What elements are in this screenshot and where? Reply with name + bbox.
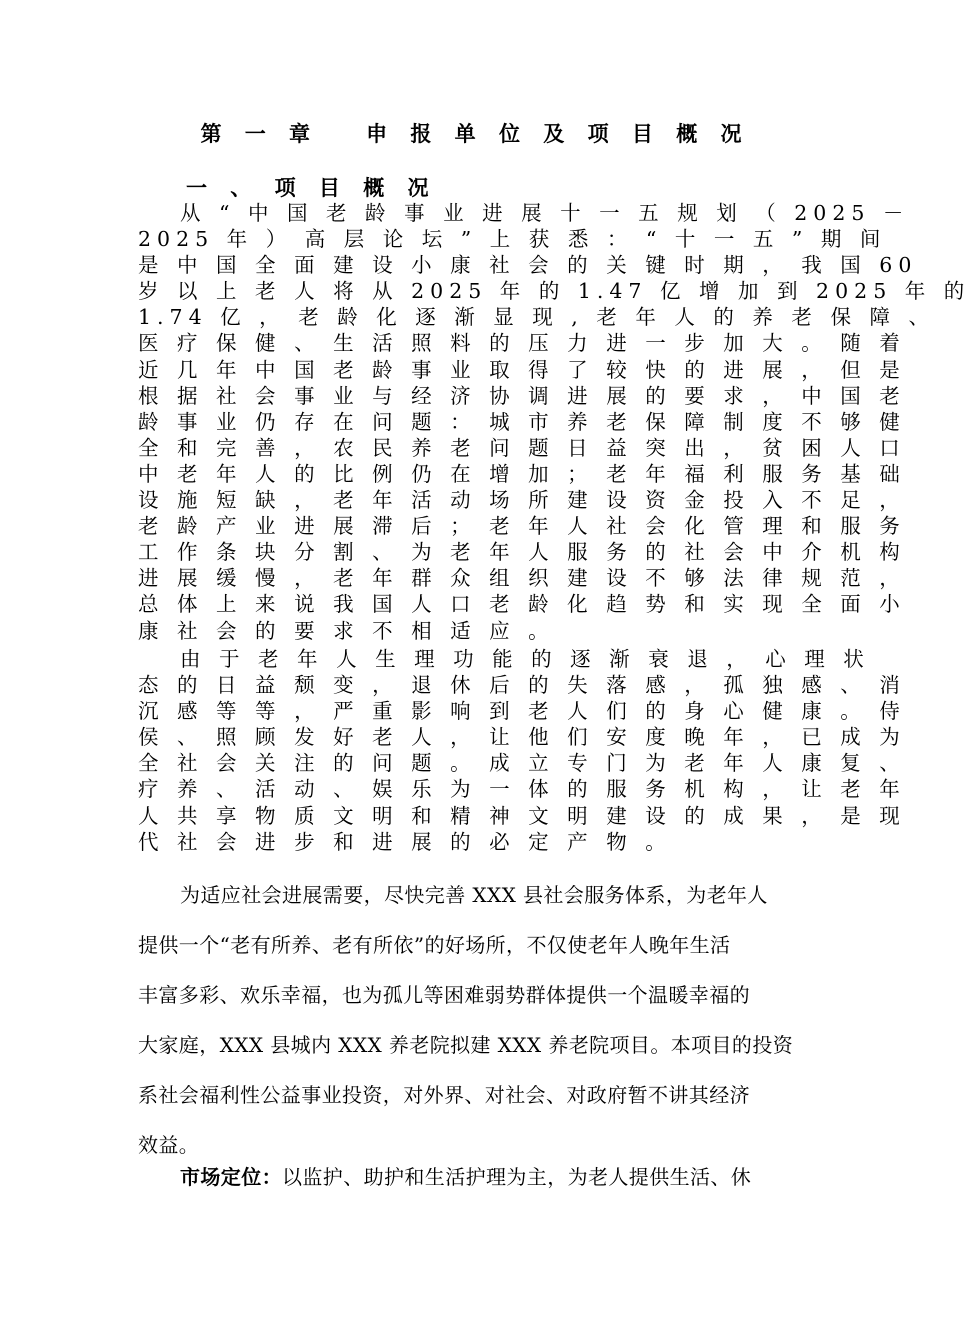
text-line: 态 的 日 益 颓 变 ， 退 休 后 的 失 落 感 ， 孤 独 感 、 消 <box>138 673 906 698</box>
text-line: 侯 、 照 顾 发 好 老 人 ， 让 他 们 安 度 晚 年 ， 已 成 为 <box>138 725 906 750</box>
text-line: 设 施 短 缺 ， 老 年 活 动 场 所 建 设 资 金 投 入 不 足 ， <box>138 488 906 513</box>
text-line <box>138 1152 816 1202</box>
chapter-heading <box>0 118 950 148</box>
text-line: 1.74 亿 ， 老 龄 化 逐 渐 显 现 , 老 年 人 的 养 老 保 障 、 <box>138 305 935 330</box>
text-line: 进 展 缓 慢 ， 老 年 群 众 组 织 建 设 不 够 法 律 规 范 ， <box>138 566 906 591</box>
text-line: 工 作 条 块 分 割 、 为 老 年 人 服 务 的 社 会 中 介 机 构 <box>138 540 906 565</box>
text-line: 系社会福利性公益事业投资，对外界、对社会、对政府暂不讲其经济 <box>138 1083 750 1107</box>
text-line: 根 据 社 会 事 业 与 经 济 协 调 进 展 的 要 求 ， 中 国 老 <box>138 383 906 408</box>
text-line: 疗 养 、 活 动 、 娱 乐 为 一 体 的 服 务 机 构 ， 让 老 年 <box>138 777 906 802</box>
text-line: 由 于 老 年 人 生 理 功 能 的 逐 渐 衰 退 ， 心 理 状 <box>180 647 870 671</box>
text-line: 全 社 会 关 注 的 问 题 。 成 立 专 门 为 老 年 人 康 复 、 <box>138 751 906 776</box>
text-line: 人 共 享 物 质 文 明 和 精 神 文 明 建 设 的 成 果 ， 是 现 <box>138 803 906 828</box>
paragraph-market-positioning <box>138 1152 816 1202</box>
text-line: 提供一个“老有所养、老有所依”的好场所，不仅使老年人晚年生活 <box>138 933 731 957</box>
text-line: 总 体 上 来 说 我 国 人 口 老 龄 化 趋 势 和 实 现 全 面 小 <box>138 592 906 617</box>
text-line: 岁 以 上 老 人 将 从 2025 年 的 1.47 亿 增 加 到 2025 年 的 <box>138 279 970 304</box>
text-line: 近 几 年 中 国 老 龄 事 业 取 得 了 较 快 的 进 展 ， 但 是 <box>138 357 906 382</box>
chapter-number: 第 一 章 <box>200 122 319 146</box>
text-line: 从 “ 中 国 老 龄 事 业 进 展 十 一 五 规 划 （ 2025 － <box>180 201 910 225</box>
text-line: 康 社 会 的 要 求 不 相 适 应 。 <box>138 618 555 643</box>
market-positioning-text: 以监护、助护和生活护理为主，为老人提供生活、休 <box>282 1165 752 1189</box>
text-line: 是 中 国 全 面 建 设 小 康 社 会 的 关 键 时 期 ， 我 国 60 <box>138 253 918 278</box>
text-line: 丰富多彩、欢乐幸福，也为孤儿等困难弱势群体提供一个温暖幸福的 <box>138 983 750 1007</box>
chapter-title: 申 报 单 位 及 项 目 概 况 <box>366 122 750 146</box>
paragraph-project-purpose <box>138 870 816 1170</box>
text-line: 2025 年 ） 高 层 论 坛 ” 上 获 悉 ： “ 十 一 五 ” 期 间 <box>138 227 887 252</box>
section-heading: 一 、 项 目 概 况 <box>186 176 437 200</box>
market-positioning-label: 市场定位： <box>180 1165 282 1189</box>
text-line: 大家庭，XXX 县城内 XXX 养老院拟建 XXX 养老院项目。本项目的投资 <box>138 1033 794 1057</box>
text-line: 龄 事 业 仍 存 在 问 题 ： 城 市 养 老 保 障 制 度 不 够 健 <box>138 409 906 434</box>
paragraph-background <box>138 200 970 644</box>
text-line: 为适应社会进展需要，尽快完善 XXX 县社会服务体系，为老年人 <box>180 883 768 907</box>
text-line: 效益。 <box>138 1133 200 1157</box>
text-line: 沉 感 等 等 ， 严 重 影 响 到 老 人 们 的 身 心 健 康 。 侍 <box>138 699 906 724</box>
text-line: 代 社 会 进 步 和 进 展 的 必 定 产 物 。 <box>138 829 672 854</box>
text-line: 全 和 完 善 ， 农 民 养 老 问 题 日 益 突 出 ， 贫 困 人 口 <box>138 435 906 460</box>
text-line: 老 龄 产 业 进 展 滞 后 ； 老 年 人 社 会 化 管 理 和 服 务 <box>138 514 906 539</box>
paragraph-elderly-needs <box>138 646 906 855</box>
text-line: 中 老 年 人 的 比 例 仍 在 增 加 ； 老 年 福 利 服 务 基 础 <box>138 461 906 486</box>
text-line: 医 疗 保 健 、 生 活 照 料 的 压 力 进 一 步 加 大 。 随 着 <box>138 331 906 356</box>
